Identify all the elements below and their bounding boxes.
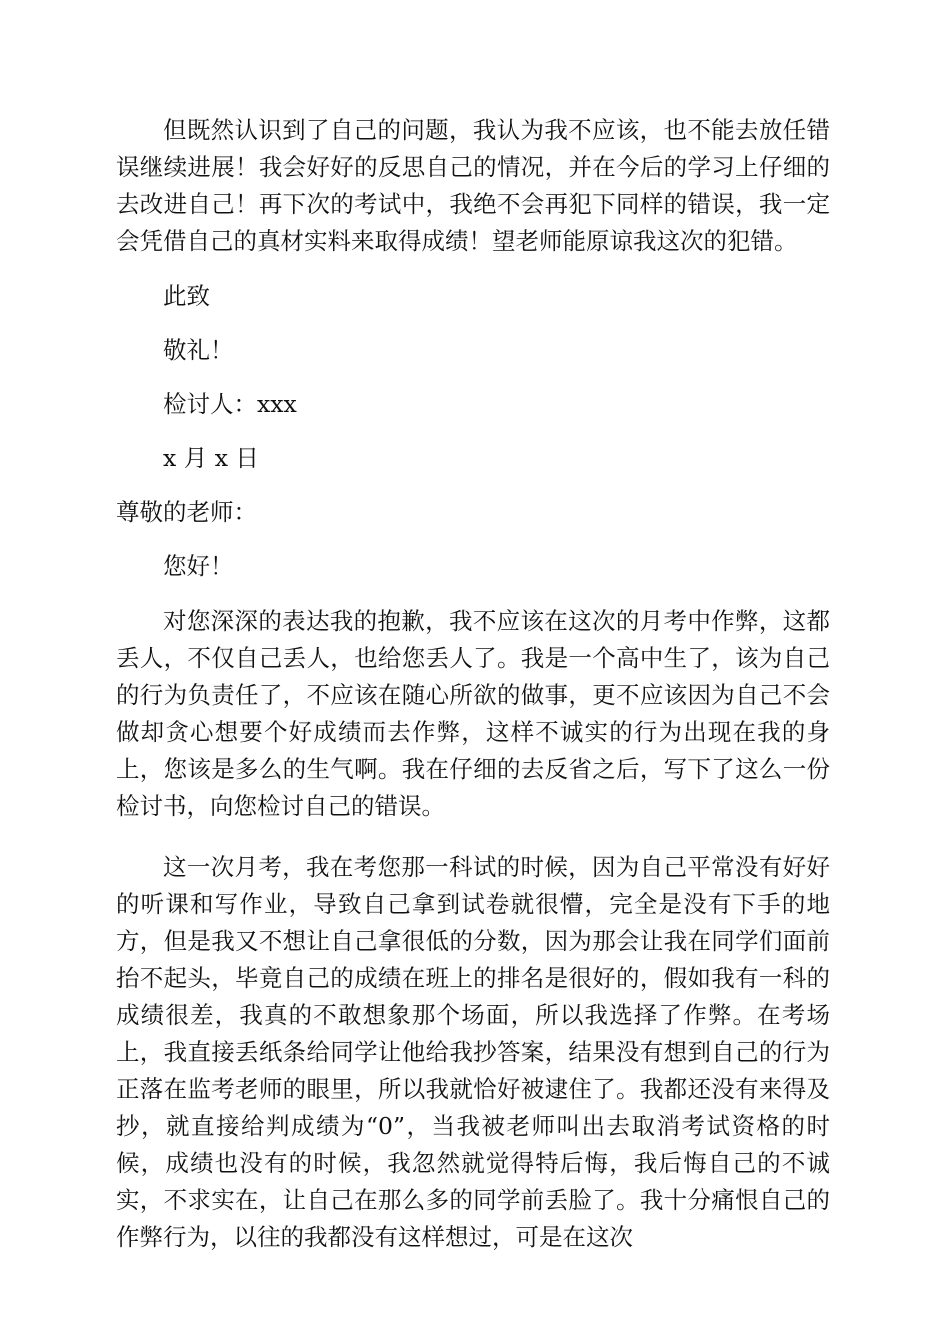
salutation-line: 尊敬的老师： [116,498,257,526]
closing-cizhi: 此致 [163,282,210,310]
paragraph-incident: 这一次月考，我在考您那一科试的时候，因为自己平常没有好好的听课和写作业，导致自己拿到试卷就很懵，完全是没有下手的地方，但是我又不想让自己拿很低的分数，因为那会让我在同学们面前抬不起头，毕竟自己的成绩在班上的排名是很好的，假如我有一科的成绩很差，我真的不敢想象那个场面，所以我选择了作弊。在考场上，我直接丢纸条给同学让他给我抄答案，结果没有想到自己的行为正落在监考老师的眼里，所以我就恰好被逮住了。我都还没有来得及抄，就直接给判成绩为“0”，当我被老师叫出去取消考试资格的时候，成绩也没有的时候，我忽然就觉得特后悔，我后悔自己的不诚实，不求实在，让自己在那么多的同学前丢脸了。我十分痛恨自己的作弊行为，以往的我都没有这样想过，可是在这次 [116,853,830,1251]
document-page [116,112,830,1256]
signature-line: 检讨人：xxx [163,390,297,418]
paragraph-resolution: 但既然认识到了自己的问题，我认为我不应该，也不能去放任错误继续进展！我会好好的反思自己的情况，并在今后的学习上仔细的去改进自己！再下次的考试中，我绝不会再犯下同样的错误，我一定会凭借自己的真材实料来取得成绩！望老师能原谅我这次的犯错。 [116,116,830,255]
paragraph-apology: 对您深深的表达我的抱歉，我不应该在这次的月考中作弊，这都丢人，不仅自己丢人，也给您丢人了。我是一个高中生了，该为自己的行为负责任了，不应该在随心所欲的做事，更不应该因为自己不会做却贪心想要个好成绩而去作弊，这样不诚实的行为出现在我的身上，您该是多么的生气啊。我在仔细的去反省之后，写下了这么一份检讨书，向您检讨自己的错误。 [116,607,830,820]
greeting-line: 您好！ [163,552,234,580]
date-line: x 月 x 日 [163,444,259,472]
closing-jingli: 敬礼！ [163,336,234,364]
